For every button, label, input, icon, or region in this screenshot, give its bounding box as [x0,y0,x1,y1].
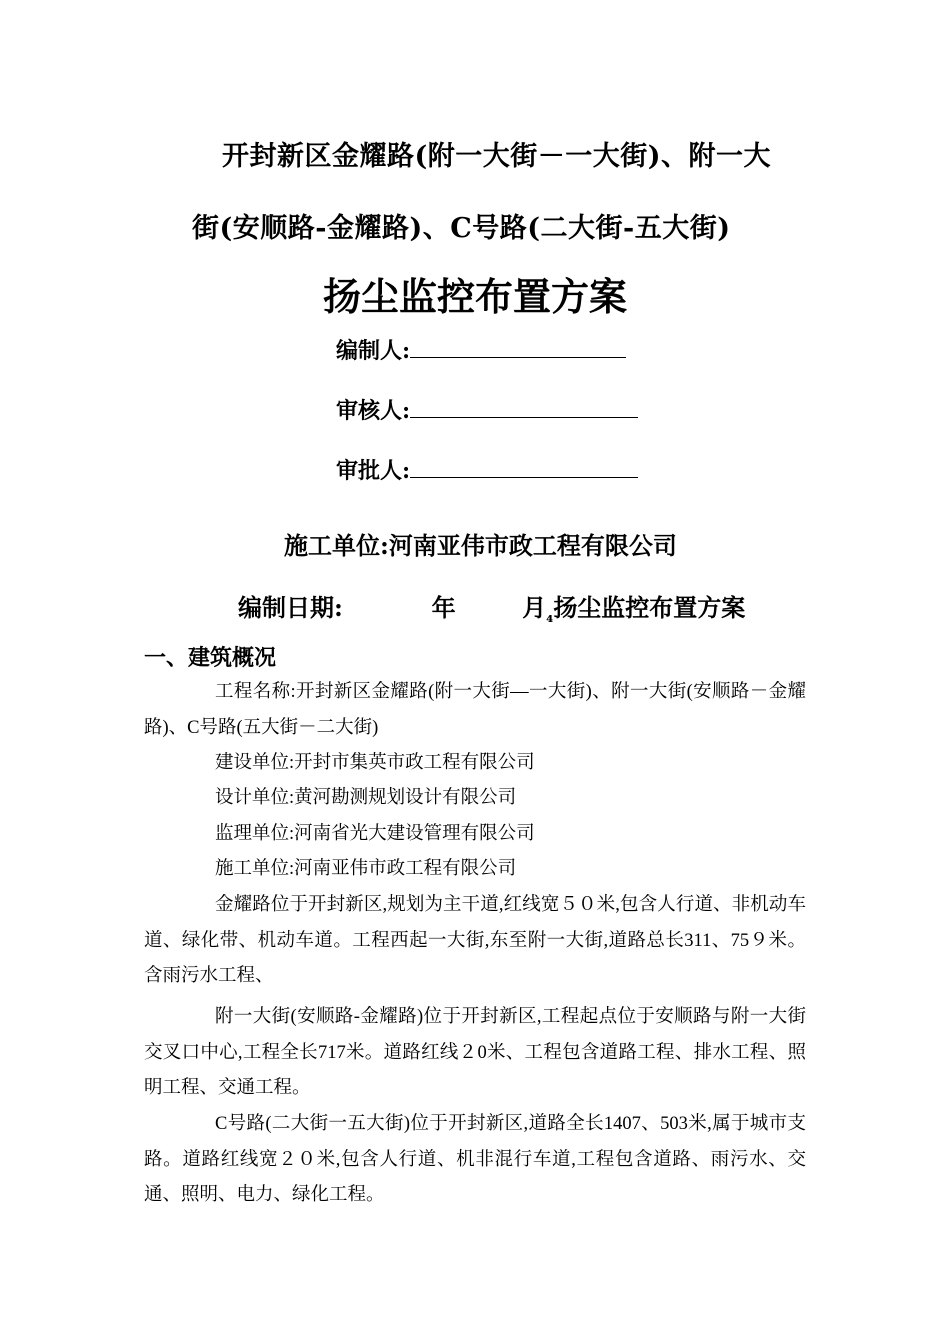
date-trailing-title: 扬尘监控布置方案 [553,593,746,622]
compiler-blank[interactable] [410,337,626,358]
approver-signature-line [336,454,638,485]
approver-blank[interactable] [410,457,638,478]
reviewer-blank[interactable] [410,397,638,418]
c-road-paragraph: C号路(二大街一五大街)位于开封新区,道路全长1407、503米,属于城市支路。道路红线宽２０米,包含人行道、机非混行车道,工程包含道路、雨污水、交通、照明、电力、绿化工程。 [144,1114,806,1205]
construction-unit: 施工单位:河南亚伟市政工程有限公司 [284,531,677,560]
compiler-label: 编制人: [336,338,411,364]
developer-paragraph: 建设单位:开封市集英市政工程有限公司 [215,753,535,773]
month-label: 月 [522,593,547,622]
supervisor-paragraph: 监理单位:河南省光大建设管理有限公司 [215,824,535,844]
cover-title-line-2: 街(安顺路-金耀路)、C号路(二大街-五大街) [192,213,731,244]
jinyao-road-paragraph: 金耀路位于开封新区,规划为主干道,红线宽５０米,包含人行道、非机动车道、绿化带、机动车道。工程西起一大街,东至附一大街,道路总长311、75９米。含雨污水工程、 [144,895,806,986]
cover-title-line-1: 开封新区金耀路(附一大街－一大街)、附一大 [222,141,772,172]
compile-date-line [238,588,745,626]
reviewer-signature-line [336,394,638,425]
section-heading: 一、建筑概况 [144,645,277,671]
project-name-paragraph: 工程名称:开封新区金耀路(附一大街—一大街)、附一大街(安顺路－金耀路)、C号路(五大街－二大街) [144,682,806,738]
date-label: 编制日期: [238,593,343,622]
approver-label: 审批人: [336,458,411,484]
contractor-paragraph: 施工单位:河南亚伟市政工程有限公司 [215,859,517,879]
designer-paragraph: 设计单位:黄河勘测规划设计有限公司 [215,788,517,808]
year-label: 年 [431,593,456,622]
paragraph-mark: ₄ [546,607,554,626]
compiler-signature-line [336,334,626,365]
reviewer-label: 审核人: [336,398,411,424]
main-title: 扬尘监控布置方案 [322,274,627,319]
fuyi-street-paragraph: 附一大街(安顺路-金耀路)位于开封新区,工程起点位于安顺路与附一大街交叉口中心,工程全长717米。道路红线２0米、工程包含道路工程、排水工程、照明工程、交通工程。 [144,1007,806,1098]
